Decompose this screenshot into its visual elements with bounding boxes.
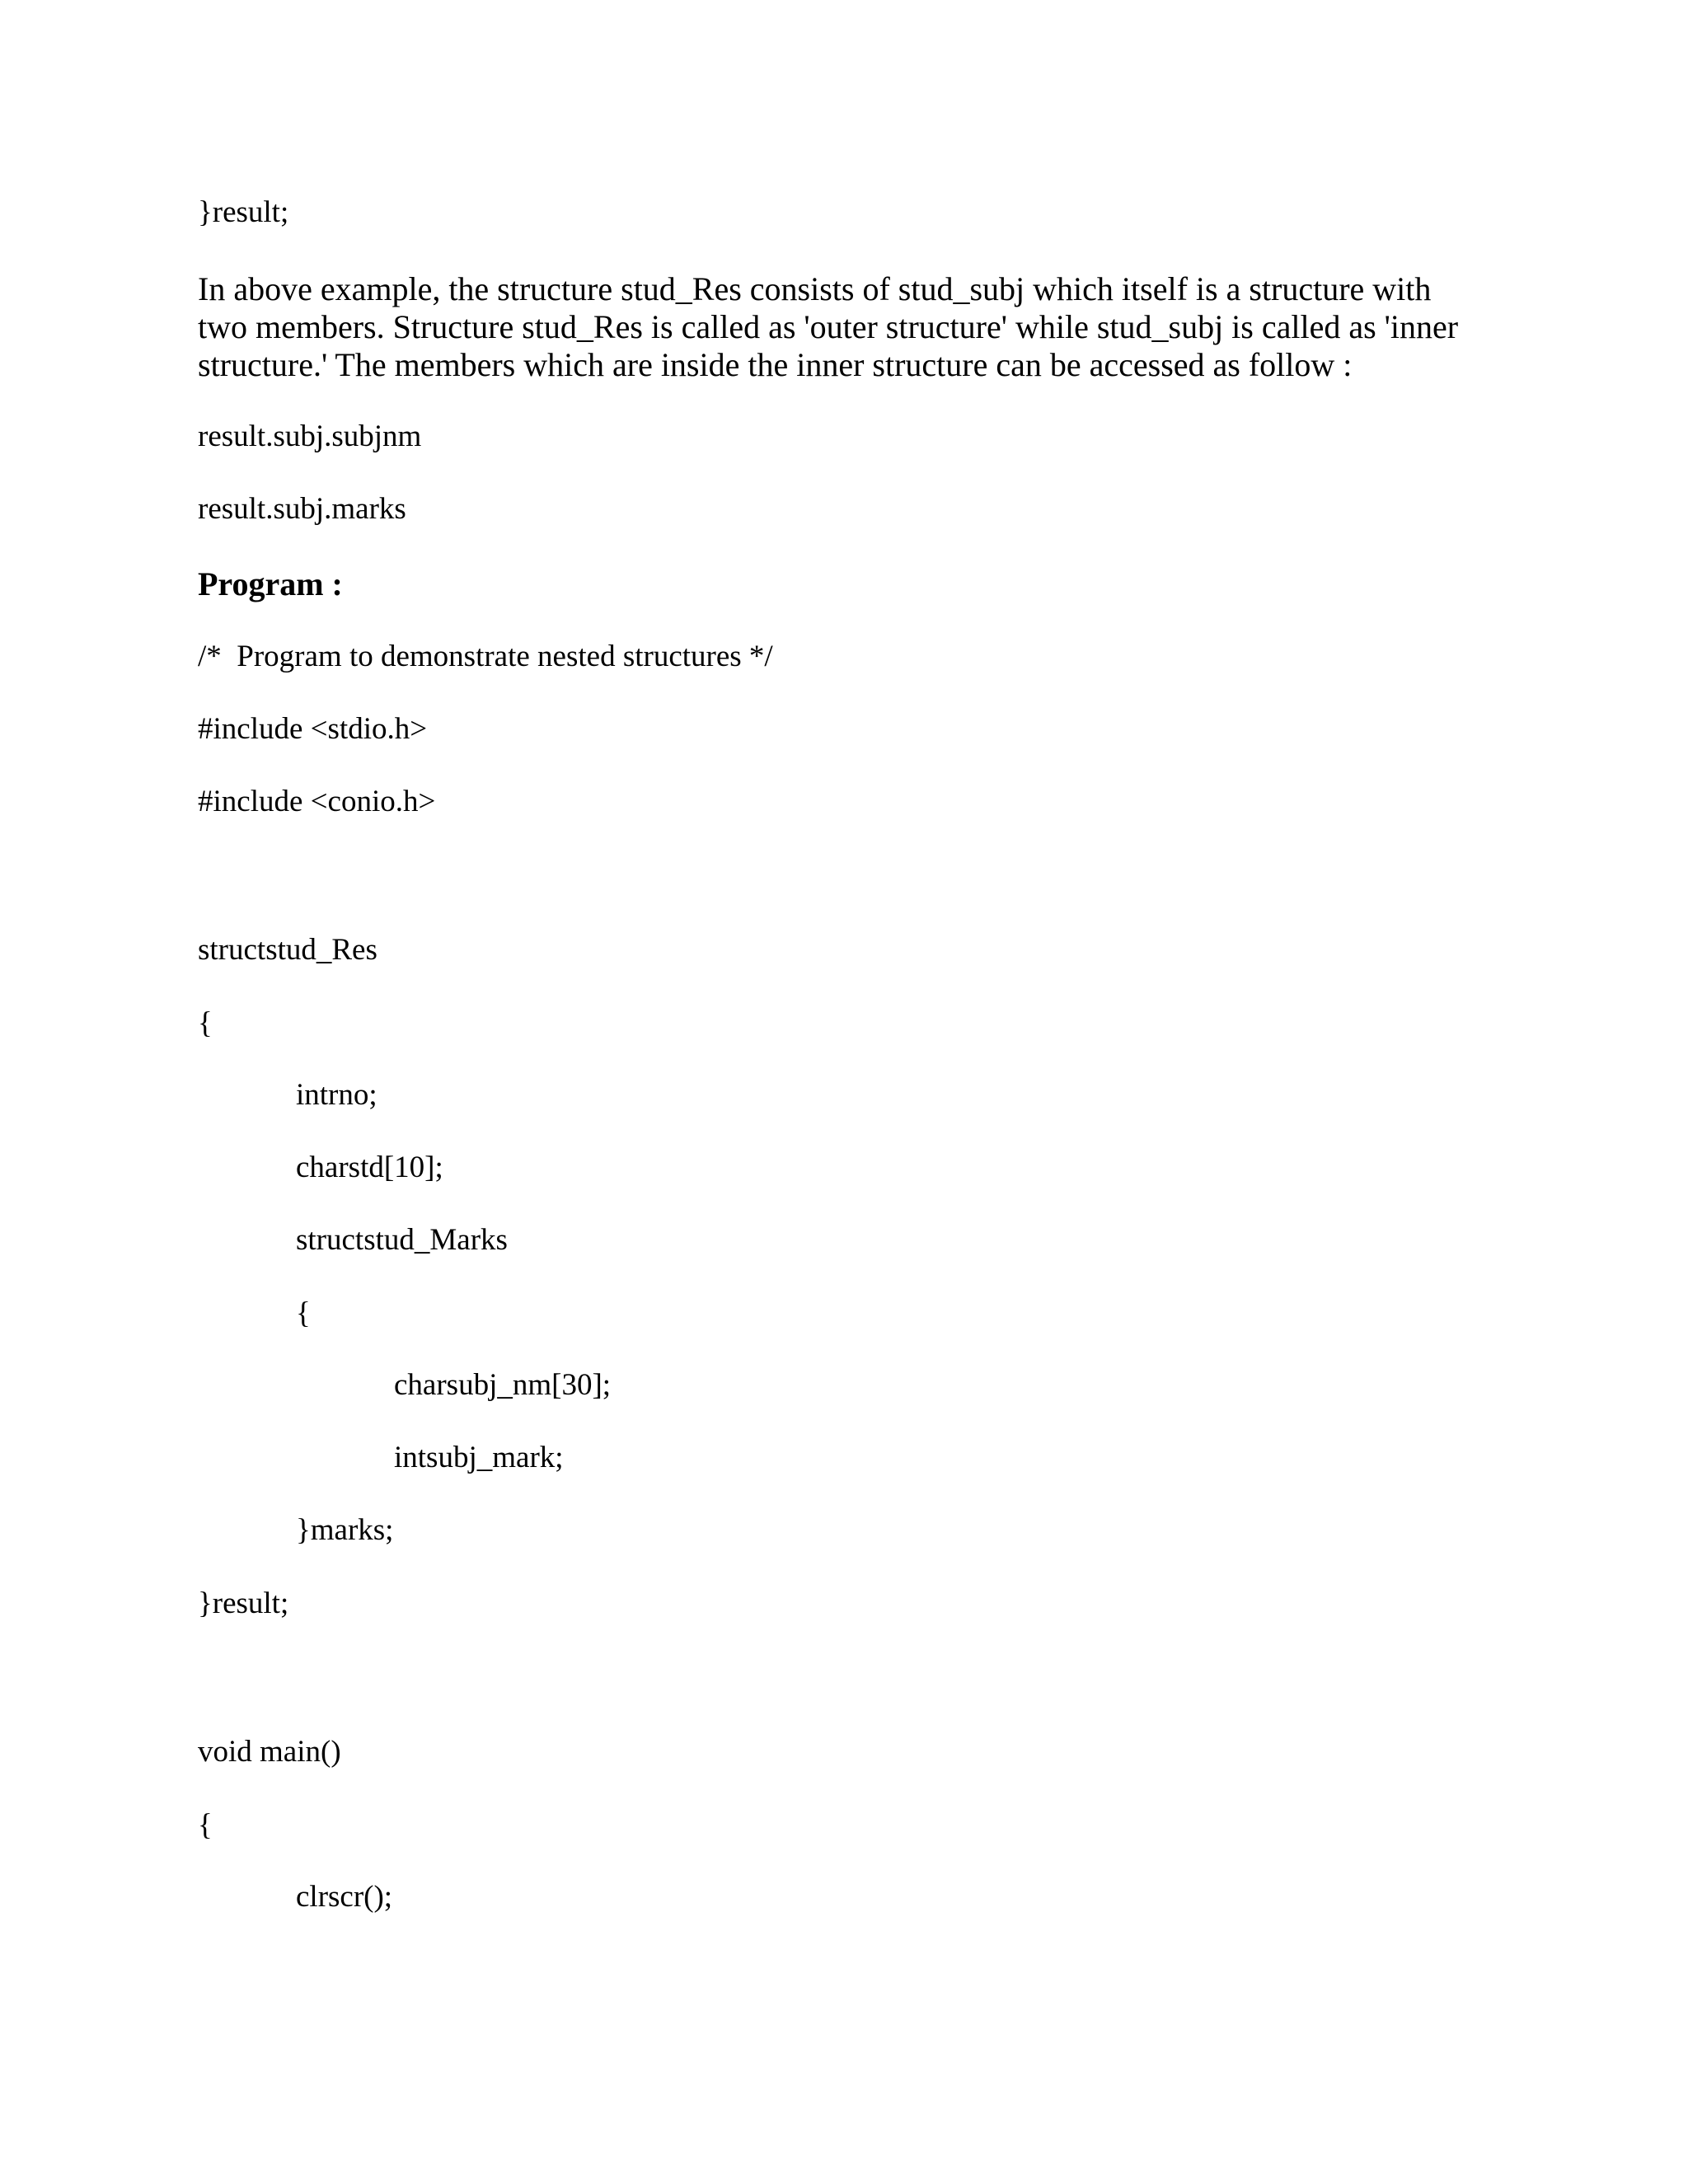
paragraph-line: In above example, the structure stud_Res consists of stud_subj which itself is a structure with — [198, 270, 1432, 307]
code-member-rno: intrno; — [296, 1078, 377, 1112]
code-clrscr: clrscr(); — [296, 1880, 393, 1914]
code-struct-decl: structstud_Res — [198, 933, 377, 967]
explanation-paragraph — [198, 270, 1484, 384]
code-inner-member-subj-nm: charsubj_nm[30]; — [394, 1368, 612, 1402]
code-close-inner: }marks; — [296, 1513, 394, 1547]
code-member-std: charstd[10]; — [296, 1151, 443, 1184]
code-inner-member-subj-mark: intsubj_mark; — [394, 1441, 564, 1474]
access-example-subjnm: result.subj.subjnm — [198, 419, 422, 453]
code-include-conio: #include <conio.h> — [198, 785, 436, 818]
code-open-brace-outer: { — [198, 1006, 213, 1040]
program-heading: Program : — [198, 565, 343, 602]
code-include-stdio: #include <stdio.h> — [198, 712, 428, 746]
code-open-brace-inner: { — [296, 1296, 311, 1330]
paragraph-line: structure.' The members which are inside the inner structure can be accessed as follow : — [198, 346, 1353, 383]
code-main-open-brace: { — [198, 1808, 213, 1842]
paragraph-line: two members. Structure stud_Res is called as 'outer structure' while stud_subj is called as 'inner — [198, 308, 1459, 345]
code-close-outer: }result; — [198, 1586, 289, 1620]
code-main-decl: void main() — [198, 1735, 341, 1769]
code-inner-struct-decl: structstud_Marks — [296, 1223, 508, 1257]
access-example-marks: result.subj.marks — [198, 492, 406, 526]
code-comment: /* Program to demonstrate nested structures */ — [198, 640, 773, 673]
code-line-top-result: }result; — [198, 195, 289, 229]
